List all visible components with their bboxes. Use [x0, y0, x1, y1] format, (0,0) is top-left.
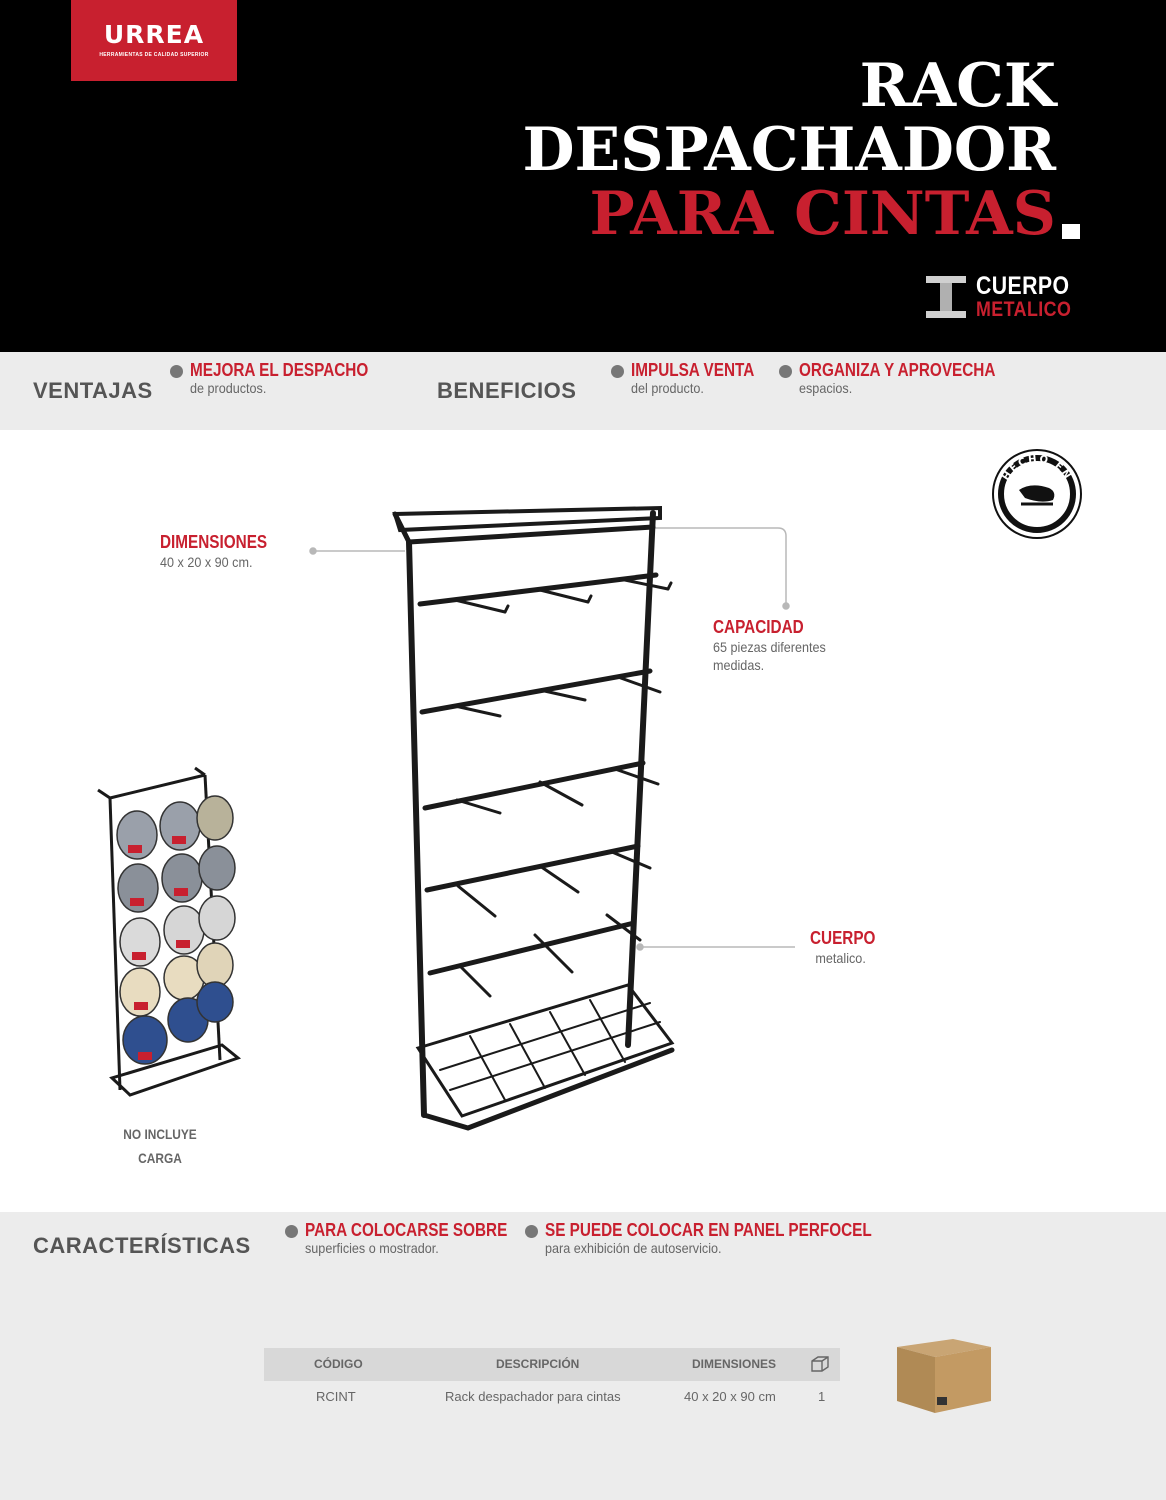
cell-description: Rack despachador para cintas — [445, 1389, 621, 1404]
callout-cuerpo — [810, 928, 887, 967]
callout-sub: 65 piezas diferentes — [713, 639, 826, 655]
metal-body-badge — [924, 270, 1094, 325]
bullet-title: MEJORA EL DESPACHO — [190, 360, 369, 380]
cell-dimensions: 40 x 20 x 90 cm — [684, 1389, 776, 1404]
logo-text: URREA — [103, 20, 205, 49]
bullet-sub: de productos. — [190, 380, 267, 396]
callout-title: CAPACIDAD — [713, 617, 804, 637]
callout-capacidad — [713, 617, 838, 674]
logo-subtext: HERRAMIENTAS DE CALIDAD SUPERIOR — [99, 52, 209, 58]
bullet-sub: superficies o mostrador. — [305, 1240, 439, 1256]
bullet-title: ORGANIZA Y APROVECHA — [799, 360, 996, 380]
bullet-title: PARA COLOCARSE SOBRE — [305, 1220, 508, 1240]
page-title — [522, 51, 1056, 249]
header-description: DESCRIPCIÓN — [496, 1357, 580, 1371]
bullet-sub: del producto. — [631, 380, 704, 396]
callout-sub: medidas. — [713, 657, 765, 673]
header-code: CÓDIGO — [314, 1357, 363, 1371]
bullet-dot — [611, 365, 624, 378]
bullet-title: SE PUEDE COLOCAR EN PANEL PERFOCEL — [545, 1220, 872, 1240]
brand-logo[interactable] — [71, 0, 237, 81]
spec-table — [264, 1348, 840, 1411]
shipping-box-image — [893, 1337, 993, 1415]
badge-line-1: CUERPO — [976, 272, 1070, 300]
title-line-1: RACK — [859, 51, 1056, 121]
made-in-mexico-seal — [991, 448, 1083, 540]
box-icon — [810, 1355, 830, 1373]
table-header — [264, 1348, 840, 1381]
header — [0, 0, 1166, 352]
title-line-2: DESPACHADOR — [522, 115, 1056, 185]
note-line-2: CARGA — [138, 1150, 182, 1166]
caracteristicas-label: CARACTERÍSTICAS — [33, 1233, 251, 1258]
seal-top-text: HECHO EN — [1000, 453, 1074, 483]
cell-quantity: 1 — [818, 1389, 826, 1404]
badge-line-2: METALICO — [976, 298, 1072, 321]
bullet-dot — [285, 1225, 298, 1238]
note-line-1: NO INCLUYE — [123, 1126, 197, 1142]
callout-title: CUERPO — [810, 928, 876, 948]
title-line-3: PARA CINTAS — [589, 179, 1056, 249]
cell-code: RCINT — [316, 1389, 356, 1404]
loaded-rack-photo — [98, 768, 238, 1095]
no-load-note — [109, 1122, 211, 1170]
bullet-dot — [525, 1225, 538, 1238]
beneficios-label: BENEFICIOS — [437, 378, 577, 403]
benefits-bar — [0, 352, 1166, 430]
callout-sub: 40 x 20 x 90 cm. — [160, 554, 253, 570]
i-beam-icon — [924, 274, 968, 320]
header-dimensions: DIMENSIONES — [692, 1357, 777, 1371]
bullet-title: IMPULSA VENTA — [631, 360, 755, 380]
features-bar — [0, 1212, 1166, 1274]
ventajas-label: VENTAJAS — [33, 378, 153, 403]
callout-sub: metalico. — [815, 950, 866, 966]
table-row — [264, 1381, 840, 1411]
callout-title: DIMENSIONES — [160, 532, 268, 552]
bullet-sub: espacios. — [799, 380, 853, 396]
bullet-sub: para exhibición de autoservicio. — [545, 1240, 722, 1256]
main-rack — [395, 508, 672, 1128]
callout-lines — [310, 528, 795, 950]
callout-dimensiones — [160, 532, 286, 571]
bullet-dot — [170, 365, 183, 378]
title-period — [1062, 224, 1080, 239]
bullet-dot — [779, 365, 792, 378]
seal-bottom-text: MÉXICO — [1014, 503, 1060, 521]
